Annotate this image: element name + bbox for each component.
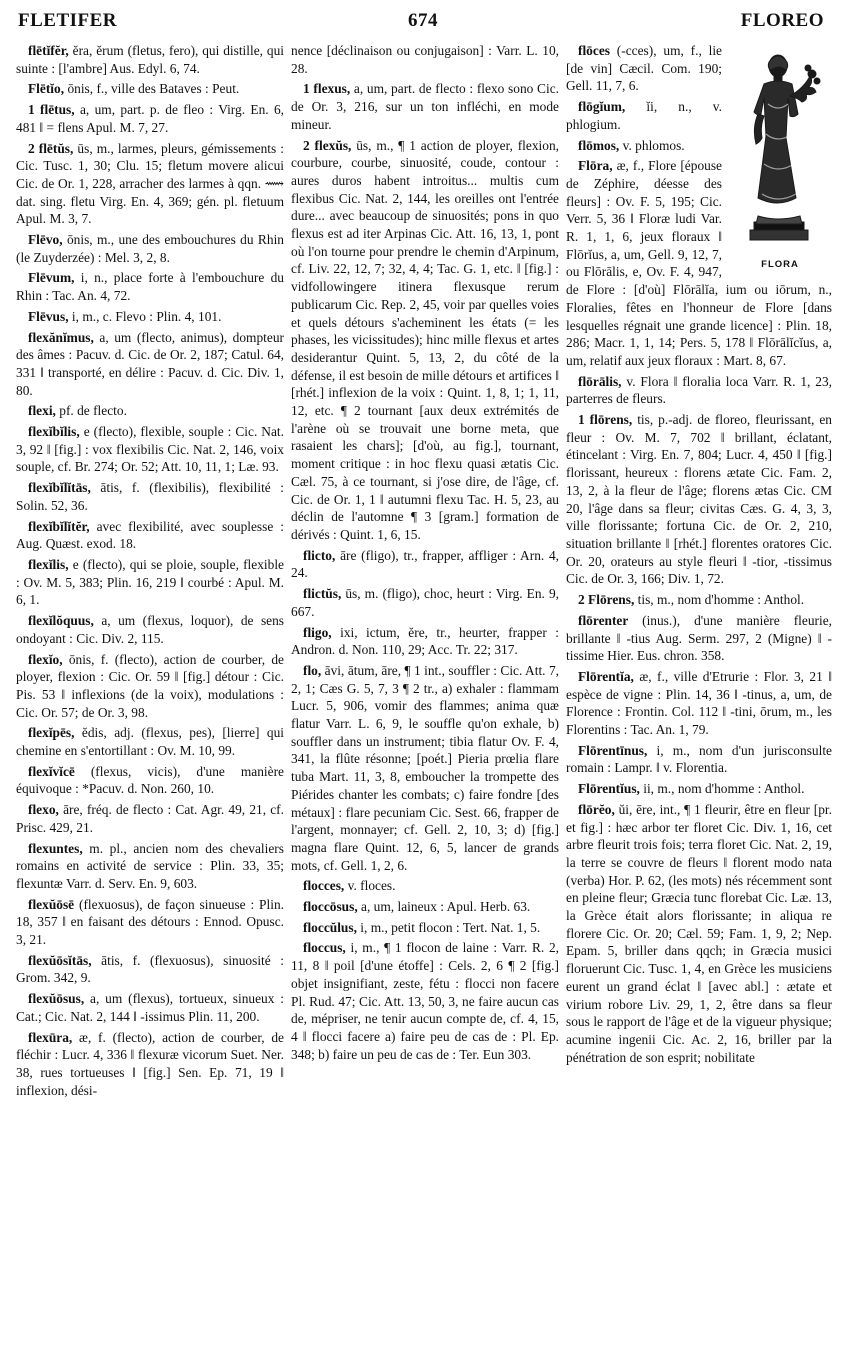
dictionary-entry: [16, 231, 284, 266]
entry-definition: āre, fréq. de flecto : Cat. Agr. 49, 21, cf. Prisc. 429, 21.: [16, 802, 284, 835]
dictionary-entry: [16, 308, 284, 326]
entry-headword: flexo,: [28, 802, 59, 818]
entry-definition: ātis, f. (flexibilis), flexibilité : Solin. 52, 36.: [16, 480, 284, 513]
entry-headword: Flēvus,: [28, 308, 69, 324]
dictionary-entry: [291, 585, 559, 620]
dictionary-entry: [16, 402, 284, 420]
dictionary-entry: [291, 42, 559, 77]
dictionary-entry: [566, 780, 832, 798]
entry-definition: āre (fligo), tr., frapper, affliger : Arn. 4, 24.: [291, 547, 559, 581]
entry-headword: Flēvo,: [28, 232, 63, 248]
entry-headword: flexĭbĭlĭtās,: [28, 480, 91, 496]
entry-headword: flexĭo,: [28, 651, 63, 667]
entry-headword: flōgĭum,: [578, 99, 626, 115]
dictionary-entry: [16, 479, 284, 514]
entry-definition: ūs, m. (fligo), choc, heurt : Virg. En. 9, 667.: [291, 586, 559, 619]
entry-definition: tis, m., nom d'homme : Anthol.: [637, 592, 805, 608]
dictionary-entry: [566, 612, 832, 665]
dictionary-entry: [16, 269, 284, 304]
entry-headword: flexĭlis,: [28, 556, 69, 572]
entry-definition: ūs, m., ¶ 1 action de ployer, flexion, courbure, courbe, sinuosité, coude, contour : aures duros habent introitus... multis cum flexibus Cic. Nat. 2, 144, les oreilles ont l'entrée dure... avec beaucoup de sinuosités; pons in quo flexus est ad iter Arpinas Cic. Att. 16, 13, 1, pont où l'on tourne pour prendre le chemin d'Arpinum, cf. Liv. 22, 12, 7; 32, 4, 4; Tac. G. 1, etc. ‖ [fig.] : vidfollowingere itinera flexusque rerum publicarum Cic. Rep. 2, 45, voir par quelles voies et quels détours s'acheminent les états (= les phases, les vicissitudes); hinc mille flexus et artes desiderantur Quint. 5, 13, 2, du côté de la défense, il est besoin de mille détours et artifices ‖ [rhét.] inflexion de la voix : Quint. 1, 8, 1; 1, 11, 12, etc. ¶ 2 tournant [aux deux extrémités de l'arène où se trouvait une borne meta, que rasaient les chars]; [d'où, au fig.], tournant, moment critique : in hoc flexu quasi ætatis Cic. Cæl. 75, à ce tournant, si j'ose dire, de l'âge, cf. Cic. de Or. 1, 1 ‖ autumni flexu Tac. H. 5, 23, au déclin de l'automne ¶ 3 [gram.] formation de dérivés : Quint. 1, 6, 15.: [291, 137, 559, 542]
entry-definition: ōnis, f. (flecto), action de courber, de ployer, flexion : Cic. Or. 59 ‖ [fig.] détour : Cic. Pis. 53 ‖ inflexions (de la voix), modulations : Cic. Or. 57; de Or. 3, 98.: [16, 651, 284, 720]
entry-headword: flexŭōsĭtās,: [28, 952, 92, 968]
dictionary-entry: [16, 42, 284, 77]
entry-definition: æ, f., ville d'Etrurie : Flor. 3, 21 ‖ espèce de vigne : Plin. 14, 36 ‖ -tinus, a, um, de Florence : Frontin. Col. 112 ‖ -tini, ōrum, m., les Florentins : Tac. An. 1, 79.: [566, 668, 832, 738]
page-number: 674: [408, 10, 438, 31]
entry-definition: a, um, part. de flecto : flexo sono Cic. de Or. 3, 216, sur un ton infléchi, en mode mineur.: [291, 81, 559, 132]
figure-caption: FLORA: [761, 259, 799, 270]
column-1: [16, 42, 284, 1342]
entry-headword: floccŭlus,: [303, 919, 357, 935]
entry-definition: pf. de flecto.: [59, 403, 127, 419]
dictionary-entry: [566, 411, 832, 588]
entry-definition: ōnis, m., une des embouchures du Rhin (le Zuyderzée) : Mel. 3, 2, 8.: [16, 232, 284, 265]
flora-statue-image: [728, 44, 832, 254]
entry-headword: flexĭpēs,: [28, 725, 75, 741]
entry-headword: flexi,: [28, 403, 56, 419]
entry-definition: ĕra, ĕrum (fletus, fero), qui distille, qui suinte : [l'ambre] Aus. Edyl. 6, 74.: [16, 43, 284, 76]
dictionary-entry: [291, 939, 559, 1063]
entry-definition: e (flecto), flexible, souple : Cic. Nat. 3, 92 ‖ [fig.] : vox flexibilis Cic. Nat. 2, 146, voix souple, cf. Br. 274; Or. 52; Att. 10, 11, 1; Læ. 93.: [16, 424, 284, 475]
entry-headword: flexĭvĭcē: [28, 763, 75, 779]
entry-headword: 1 flexus,: [303, 81, 351, 97]
entry-definition: i, m., ¶ 1 flocon de laine : Varr. R. 2, 11, 8 ‖ poil [d'une étoffe] : Cels. 2, 6 ¶ 2 [fig.] objet insignifiant, zeste, fétu : flocci non facere Pl. Rud. 47; Cic. Att. 13, 50, 3, ne faire aucun cas de, mépriser, ne tenir aucun compte de, cf. 4, 15, 4 ‖ flocci facere a) faire peu de cas de : Pl. Ep. 348; b) faire un peu de cas de : Ter. Eun 303.: [291, 940, 559, 1062]
entry-definition: v. floces.: [347, 878, 396, 894]
dictionary-entry: [291, 624, 559, 659]
entry-headword: 2 Flōrens,: [578, 592, 635, 608]
dictionary-entry: [16, 140, 284, 229]
entry-headword: flōrenter: [578, 612, 629, 628]
entry-definition: ĕdis, adj. (flexus, pes), [lierre] qui chemine en s'entortillant : Ov. M. 10, 99.: [16, 725, 284, 759]
dictionary-entry: [16, 80, 284, 98]
entry-headword: flōrĕo,: [578, 801, 615, 817]
dictionary-entry: [16, 651, 284, 722]
entry-definition: ii, m., nom d'homme : Anthol.: [643, 781, 805, 797]
dictionary-entry: [291, 547, 559, 582]
entry-headword: flexuntes,: [28, 840, 83, 856]
entry-definition: (flexus, vicis), d'une manière équivoque : *Pacuv. d. Non. 260, 10.: [16, 763, 284, 797]
dictionary-entry: [566, 591, 832, 609]
dictionary-entry: [16, 556, 284, 609]
dictionary-entry: [566, 742, 832, 777]
dictionary-entry: [291, 898, 559, 916]
column-3: [566, 42, 832, 1342]
entry-headword: flexĭbĭlĭtĕr,: [28, 518, 90, 534]
running-head-right: FLOREO: [740, 10, 824, 31]
entry-headword: flocces,: [303, 878, 345, 894]
entry-definition: i, m., petit flocon : Tert. Nat. 1, 5.: [360, 919, 541, 935]
entry-definition: v. phlomos.: [622, 137, 685, 153]
dictionary-entry: [16, 101, 284, 136]
entry-headword: Flōrentĭus,: [578, 781, 640, 797]
entry-headword: Flōrentīnus,: [578, 742, 648, 758]
entry-definition: āvi, ātum, āre, ¶ 1 int., souffler : Cic. Att. 7, 2, 1; Cæs G. 5, 7, 3 ¶ 2 tr., a) exhaler : flammam Lucr. 5, 906, vomir des flammes; anima quæ flatur Varr. L. 6, 9, le souffle qu'on exhale, b) souffler dans un instrument; tibia flatur Ov. F. 4, 341, la flûte résonne; [poét.] Pieria prœlia flare tuba Mart. 11, 3, 8, emboucher la trompette des Piérides chanter les combats; c) faire fondre [des métaux] : flare pecuniam Cic. Sest. 66, frapper de l'argent, monnayer; cf. Gell. 2, 10, 3; d) [fig.] magna flare Quint. 12, 6, 5, lancer de grands mots, cf. Gell. 1, 2, 6.: [291, 662, 559, 873]
entry-definition: i, m., nom d'un jurisconsulte romain : Lampr. ‖ v. Florentia.: [566, 742, 832, 776]
entry-headword: flo,: [303, 662, 322, 678]
entry-headword: Flēvum,: [28, 270, 75, 286]
column-2: [291, 42, 559, 1342]
entry-headword: floccōsus,: [303, 899, 358, 915]
entry-definition: m. pl., ancien nom des chevaliers romains en activité de service : Plin. 33, 35; flexuntæ Varr. d. Serv. En. 9, 603.: [16, 840, 284, 891]
page-header: [16, 10, 830, 38]
dictionary-entry: [291, 877, 559, 895]
entry-definition: æ, f. (flecto), action de courber, de fléchir : Lucr. 4, 336 ‖ flexuræ vicorum Suet. Ner. 38, rues tortueuses ‖ [fig.] Sen. Ep. 71, 19 ‖ inflexion, dési-: [16, 1029, 284, 1098]
dictionary-entry: [566, 668, 832, 739]
entry-definition: ātis, f. (flexuosus), sinuosité : Grom. 342, 9.: [16, 952, 284, 986]
entry-definition: ŭi, ēre, int., ¶ 1 fleurir, être en fleur [pr. et fig.] : hæc arbor ter floret Cic. Div. 1, 16, cet arbre fleurit trois fois; terra floret Cic. Nat. 2, 19, la terre se couvre de fleurs ‖ florent modo nata (verba) Hor. P. 62, (les mots) nés récemment sont en pleine fleur; Græcia tunc florebat Cic. Læ. 13, la Grèce était alors florissante; in aliqua re florere Cic. Or. 20; Cæl. 59; Fam. 1, 9, 2; Nep. Epam. 5, briller dans qqch; in Græcia musici floruerunt Cic. Tusc. 1, 4, en Grèce les musiciens eurent un grand éclat ‖ [avec abl.] : ætate et virium robore Liv. 29, 1, 2, être dans sa fleur sous le rapport de l'âge et de la vigueur physique; acumine ingenii Cic. Ac. 2, 16, briller par la pénétration de son esprit; nobilitate: [566, 801, 832, 1065]
dictionary-entry: [16, 990, 284, 1025]
dictionary-entry: [16, 329, 284, 400]
entry-headword: floccus,: [303, 940, 346, 956]
entry-headword: flōrālis,: [578, 373, 622, 389]
dictionary-entry: [16, 518, 284, 553]
dictionary-entry: [16, 724, 284, 759]
entry-definition: avec flexibilité, avec souplesse : Aug. Quæst. exod. 18.: [16, 518, 284, 552]
entry-definition: nence [déclinaison ou conjugaison] : Varr. L. 10, 28.: [291, 43, 559, 76]
entry-definition: æ, f., Flore [épouse de Zéphire, déesse des fleurs] : Ov. F. 5, 195; Cic. Verr. 5, 36 ‖ Floræ ludi Var. R. 1, 1, 6, jeux floraux ‖ Flōrĭus, a, um, Gell. 9, 12, 7, ou Flōrālis, e, Ov. F. 4, 947, de Flore : [d'où] Flōrālĭa, ium ou iōrum, n., Floralies, fêtes en l'honneur de Flore [dans lesquelles régnait une grande licence] : Plin. 18, 286; Macr. 1, 1, 14; Pers. 5, 178 ‖ Flōrālĭcĭus, a, um, relatif aux jeux floraux : Mart. 8, 67.: [566, 158, 832, 368]
dictionary-entry: [16, 801, 284, 836]
dictionary-entry: [16, 612, 284, 647]
entry-definition: a, um (flexus, loquor), de sens ondoyant : Cic. Div. 2, 115.: [16, 613, 284, 646]
flora-illustration: [728, 44, 832, 274]
entry-definition: tis, p.-adj. de floreo, fleurissant, en fleur : Ov. M. 7, 702 ‖ brillant, éclatant, étincelant : Virg. En. 7, 804; Lucr. 4, 450 ‖ [fig.] florissant, heureux : florens ætate Cic. Fam. 2, 13, 2, à la fleur de l'âge; florens ætas Cic. CM 20, l'âge dans sa fleur; civitas Cæs. G. 4, 3, 3, ville florissante; fortuna Cic. de Or. 2, 210, situation brillante ‖ [rhét.] florentes oratores Cic. Or. 20, orateurs au style fleuri ‖ -tior, -tissimus Cic. de Or. 3, 166; Div. 1, 72.: [566, 412, 832, 587]
dictionary-entry: [566, 801, 832, 1067]
entry-definition: i, n., place forte à l'embouchure du Rhin : Tac. An. 4, 72.: [16, 270, 284, 304]
entry-definition: ōnis, f., ville des Bataves : Peut.: [67, 81, 240, 97]
dictionary-entry: [16, 423, 284, 476]
dictionary-entry: [291, 137, 559, 544]
entry-definition: a, um (flecto, animus), dompteur des âmes : Pacuv. d. Cic. de Or. 2, 187; Catul. 64, 331 ‖ transporté, en délire : Pacuv. d. Cic. Div. 1, 80.: [16, 329, 284, 398]
entry-definition: e (flecto), qui se ploie, souple, flexible : Ov. M. 5, 383; Plin. 16, 219 ‖ courbé : Apul. M. 6, 1.: [16, 556, 284, 608]
entry-definition: a, um (flexus), tortueux, sinueux : Cat.; Cic. Nat. 2, 144 ‖ -issimus Plin. 11, 200.: [16, 991, 284, 1024]
entry-headword: 1 flētus,: [28, 102, 75, 118]
dictionary-entry: [566, 373, 832, 408]
entry-headword: flētĭfĕr,: [28, 43, 69, 58]
entry-headword: fligo,: [303, 624, 332, 640]
entry-definition: i, m., c. Flevo : Plin. 4, 101.: [71, 308, 222, 324]
entry-headword: flictŭs,: [303, 586, 342, 602]
entry-definition: ixi, ictum, ĕre, tr., heurter, frapper : Andron. d. Non. 110, 29; Acc. Tr. 22; 317.: [291, 624, 559, 658]
dictionary-entry: [16, 840, 284, 893]
entry-headword: Flētĭo,: [28, 81, 65, 97]
entry-headword: 2 flētŭs,: [28, 140, 74, 156]
entry-headword: 2 flexŭs,: [303, 137, 352, 153]
dictionary-entry: [291, 80, 559, 133]
entry-headword: Flōrentĭa,: [578, 668, 634, 684]
entry-headword: flōces: [578, 43, 610, 58]
dictionary-entry: [16, 896, 284, 949]
entry-headword: flōmos,: [578, 137, 620, 153]
entry-headword: 1 flōrens,: [578, 412, 633, 428]
entry-definition: (-cces), um, f., lie [de vin] Cæcil. Com. 190; Gell. 11, 7, 6.: [566, 43, 722, 94]
entry-headword: Flōra,: [578, 158, 613, 174]
entry-definition: a, um, laineux : Apul. Herb. 63.: [361, 899, 531, 915]
entry-definition: ūs, m., larmes, pleurs, gémissements : Cic. Tusc. 1, 30; Clu. 15; fletum movere alicui Cic. de Or. 1, 228, arracher des larmes à qqn. ⟿ dat. sing. fletu Virg. En. 4, 369; gén. pl. fletuum Apul. M. 3, 7.: [16, 140, 284, 227]
entry-definition: (inus.), d'une manière fleurie, brillante ‖ -tius Aug. Serm. 297, 2 (Migne) ‖ -tissime Hier. Eus. chron. 358.: [566, 612, 832, 664]
entry-headword: flexănĭmus,: [28, 329, 94, 345]
entry-headword: flexŭōsē: [28, 896, 75, 912]
dictionary-entry: [16, 952, 284, 987]
entry-headword: flexūra,: [28, 1029, 73, 1045]
dictionary-entry: [16, 1029, 284, 1100]
running-head-left: FLETIFER: [18, 10, 118, 31]
entry-definition: v. Flora ‖ floralia loca Varr. R. 1, 23, parterres de fleurs.: [566, 373, 832, 407]
entry-definition: ĭi, n., v. phlogium.: [566, 99, 722, 132]
entry-headword: flicto,: [303, 547, 336, 563]
entry-definition: a, um, part. p. de fleo : Virg. En. 6, 481 ‖ = flens Apul. M. 7, 27.: [16, 102, 284, 135]
dictionary-entry: [291, 662, 559, 874]
entry-headword: flexĭbĭlis,: [28, 424, 80, 440]
entry-headword: flexĭlŏquus,: [28, 613, 94, 629]
dictionary-entry: [291, 919, 559, 937]
dictionary-entry: [16, 763, 284, 798]
entry-headword: flexŭōsus,: [28, 991, 85, 1007]
entry-definition: (flexuosus), de façon sinueuse : Plin. 18, 357 ‖ en faisant des détours : Ennod. Opusc. 3, 21.: [16, 896, 284, 948]
